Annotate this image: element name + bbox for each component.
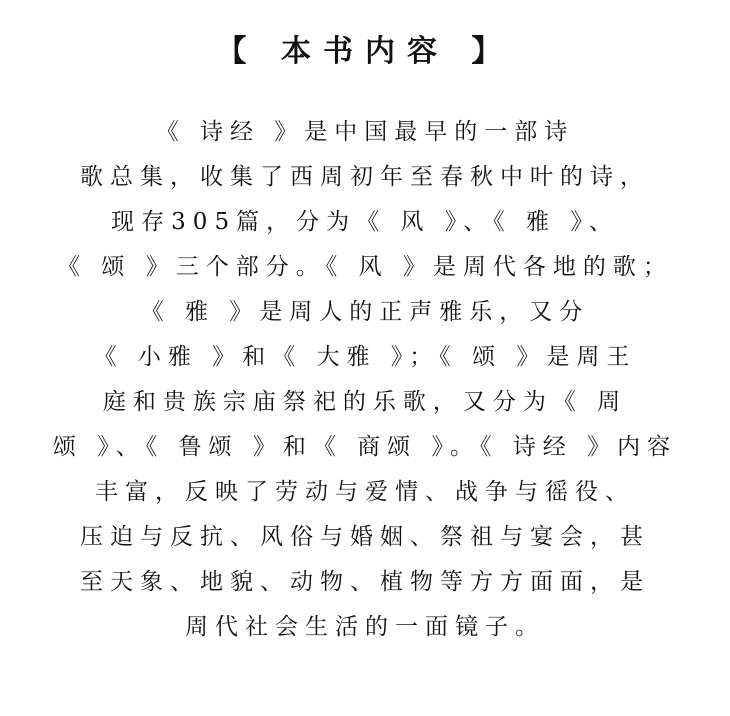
text-line: 《 小雅 》和《 大雅 》；《 颂 》是周王 <box>93 344 637 370</box>
text-line: 庭和贵族宗庙祭祀的乐歌，又分为《 周 <box>102 389 628 415</box>
text-line: 《 诗经 》是中国最早的一部诗 <box>155 119 575 145</box>
text-line: 现存305篇，分为《 风 》、《 雅 》、 <box>111 209 619 235</box>
text-line: 颂 》、《 鲁颂 》和《 商颂 》。《 诗经 》内容 <box>52 434 678 460</box>
text-line: 压迫与反抗、风俗与婚姻、祭祖与宴会，甚 <box>80 524 650 550</box>
text-line: 《 颂 》三个部分。《 风 》是周代各地的歌； <box>57 254 673 280</box>
text-line: 丰富，反映了劳动与爱情、战争与徭役、 <box>95 479 635 505</box>
text-line: 周代社会生活的一面镜子。 <box>185 614 545 640</box>
text-line: 至天象、地貌、动物、植物等方方面面，是 <box>80 569 650 595</box>
text-line: 歌总集，收集了西周初年至春秋中叶的诗， <box>80 164 650 190</box>
text-line: 《 雅 》是周人的正声雅乐，又分 <box>140 299 590 325</box>
page-title: 【 本书内容 】 <box>216 34 514 69</box>
body-paragraph <box>0 110 730 650</box>
